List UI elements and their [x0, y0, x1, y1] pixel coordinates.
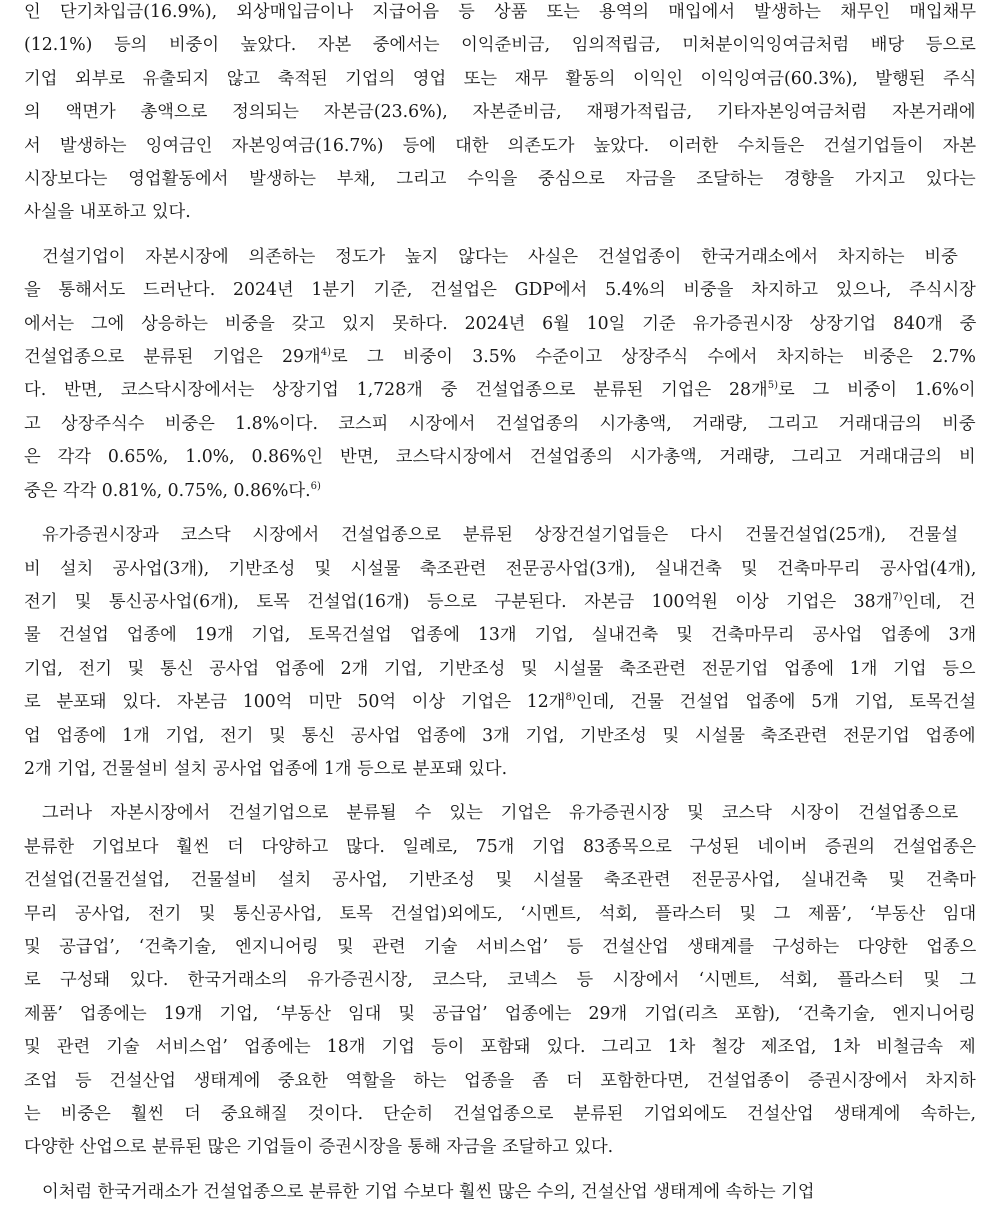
text-line: 다. 반면, 코스닥시장에서는 상장기업 1,728개 중 건설업종으로 분류된 기업은 28개$^{5)}$로 그 비중이 1.6%이 — [24, 380, 976, 401]
paragraph-conclusion — [24, 1176, 976, 1209]
text-line: 다양한 산업으로 분류된 많은 기업들이 증권시장을 통해 자금을 조달하고 있다. — [24, 1137, 614, 1158]
text-line: 은 각각 0.65%, 1.0%, 0.86%인 반면, 코스닥시장에서 건설업종의 시가총액, 거래량, 그리고 거래대금의 비 — [24, 447, 976, 468]
text-line: 서 발생하는 잉여금인 자본잉여금(16.7%) 등에 대한 의존도가 높았다. 이러한 수치들은 건설기업들이 자본 — [24, 135, 976, 156]
text-line: 는 비중은 훨씬 더 중요해질 것이다. 단순히 건설업종으로 분류된 기업외에도 건설산업 생태계에 속하는, — [24, 1104, 976, 1124]
text-line: 건설업종으로 분류된 기업은 29개$^{4)}$로 그 비중이 3.5% 수준이고 상장주식 수에서 차지하는 비중은 2.7% — [24, 347, 976, 368]
text-line: 유가증권시장과 코스닥 시장에서 건설업종으로 분류된 상장건설기업들은 다시 건물건설업(25개), 건물설 — [42, 525, 959, 546]
text-line: 2개 기업, 건물설비 설치 공사업 업종에 1개 등으로 분포돼 있다. — [24, 758, 508, 779]
text-line: 전기 및 통신공사업(6개), 토목 건설업(16개) 등으로 구분된다. 자본금 100억원 이상 기업은 38개$^{7)}$인데, 건 — [24, 591, 976, 612]
text-line: 분류한 기업보다 훨씬 더 다양하고 많다. 일례로, 75개 기업 83종목으로 구성된 네이버 증권의 건설업종은 — [24, 836, 976, 857]
paragraph-ecosystem — [24, 797, 976, 1164]
text-line: 인 단기차입금(16.9%), 외상매입금이나 지급어음 등 상품 또는 용역의 매입에서 발생하는 채무인 매입채무 — [24, 2, 976, 22]
footnote-marker: 4) — [320, 347, 332, 359]
text-line: 건설기업이 자본시장에 의존하는 정도가 높지 않다는 사실은 건설업종이 한국거래소에서 차지하는 비중 — [42, 246, 958, 267]
text-line: 업 업종에 1개 기업, 전기 및 통신 공사업 업종에 3개 기업, 기반조성 및 시설물 축조관련 전문기업 업종에 — [24, 725, 976, 746]
text-line: 의 액면가 총액으로 정의되는 자본금(23.6%), 자본준비금, 재평가적립금, 기타자본잉여금처럼 자본거래에 — [24, 102, 976, 123]
paragraph-funding-structure — [24, 0, 976, 230]
text-line: 고 상장주식수 비중은 1.8%이다. 코스피 시장에서 건설업종의 시가총액, 거래량, 그리고 거래대금의 비중 — [24, 413, 976, 434]
footnote-marker: 5) — [767, 380, 778, 392]
text-line: 사실을 내포하고 있다. — [24, 202, 191, 223]
text-line: 건설업(건물건설업, 건물설비 설치 공사업, 기반조성 및 시설물 축조관련 전문공사업, 실내건축 및 건축마 — [24, 870, 976, 891]
paragraph-market-share — [24, 241, 976, 508]
footnote-marker: 7) — [892, 592, 903, 604]
text-line: (12.1%) 등의 비중이 높았다. 자본 중에서는 이익준비금, 임의적립금, 미처분이익잉여금처럼 배당 등으로 — [24, 35, 976, 56]
text-line: 에서는 그에 상응하는 비중을 갖고 있지 못하다. 2024년 6월 10일 기준 유가증권시장 상장기업 840개 중 — [24, 313, 976, 334]
text-line: 무리 공사업, 전기 및 통신공사업, 토목 건설업)외에도, ‘시멘트, 석회, 플라스터 및 그 제품’, ‘부동산 임대 — [24, 903, 976, 924]
text-line: 시장보다는 영업활동에서 발생하는 부채, 그리고 수익을 중심으로 자금을 조달하는 경향을 가지고 있다는 — [24, 169, 976, 190]
text-line: 비 설치 공사업(3개), 기반조성 및 시설물 축조관련 전문공사업(3개), 실내건축 및 건축마무리 공사업(4개), — [24, 558, 976, 579]
text-line: 및 관련 기술 서비스업’ 업종에는 18개 기업 등이 포함돼 있다. 그리고 1차 철강 제조업, 1차 비철금속 제 — [24, 1037, 976, 1058]
text-line: 이처럼 한국거래소가 건설업종으로 분류한 기업 수보다 훨씬 많은 수의, 건설산업 생태계에 속하는 기업 — [42, 1181, 815, 1202]
text-line: 제품’ 업종에는 19개 기업, ‘부동산 임대 및 공급업’ 업종에는 29개 기업(리츠 포함), ‘건축기술, 엔지니어링 — [24, 1003, 976, 1024]
text-line: 을 통해서도 드러난다. 2024년 1분기 기준, 건설업은 GDP에서 5.4%의 비중을 차지하고 있으나, 주식시장 — [24, 280, 976, 301]
text-line: 물 건설업 업종에 19개 기업, 토목건설업 업종에 13개 기업, 실내건축 및 건축마무리 공사업 업종에 3개 — [24, 625, 976, 646]
text-line: 중은 각각 0.81%, 0.75%, 0.86%다.$^{6)}$ — [24, 480, 321, 501]
text-line: 및 공급업’, ‘건축기술, 엔지니어링 및 관련 기술 서비스업’ 등 건설산업 생태계를 구성하는 다양한 업종으 — [24, 936, 976, 957]
paragraph-listed-firms — [24, 519, 976, 786]
footnote-marker: 6) — [310, 480, 321, 492]
footnote-marker: 8) — [565, 692, 576, 704]
text-line: 조업 등 건설산업 생태계에 중요한 역할을 하는 업종을 좀 더 포함한다면, 건설업종이 증권시장에서 차지하 — [24, 1070, 976, 1091]
text-line: 로 구성돼 있다. 한국거래소의 유가증권시장, 코스닥, 코넥스 등 시장에서 ‘시멘트, 석회, 플라스터 및 그 — [24, 970, 976, 991]
text-line: 로 분포돼 있다. 자본금 100억 미만 50억 이상 기업은 12개$^{8)}$인데, 건물 건설업 업종에 5개 기업, 토목건설 — [24, 692, 976, 713]
text-line: 기업, 전기 및 통신 공사업 업종에 2개 기업, 기반조성 및 시설물 축조관련 전문기업 업종에 1개 기업 등으 — [24, 658, 976, 679]
text-line: 기업 외부로 유출되지 않고 축적된 기업의 영업 또는 재무 활동의 이익인 이익잉여금(60.3%), 발행된 주식 — [24, 68, 976, 89]
text-line: 그러나 자본시장에서 건설기업으로 분류될 수 있는 기업은 유가증권시장 및 코스닥 시장이 건설업종으로 — [42, 803, 959, 824]
